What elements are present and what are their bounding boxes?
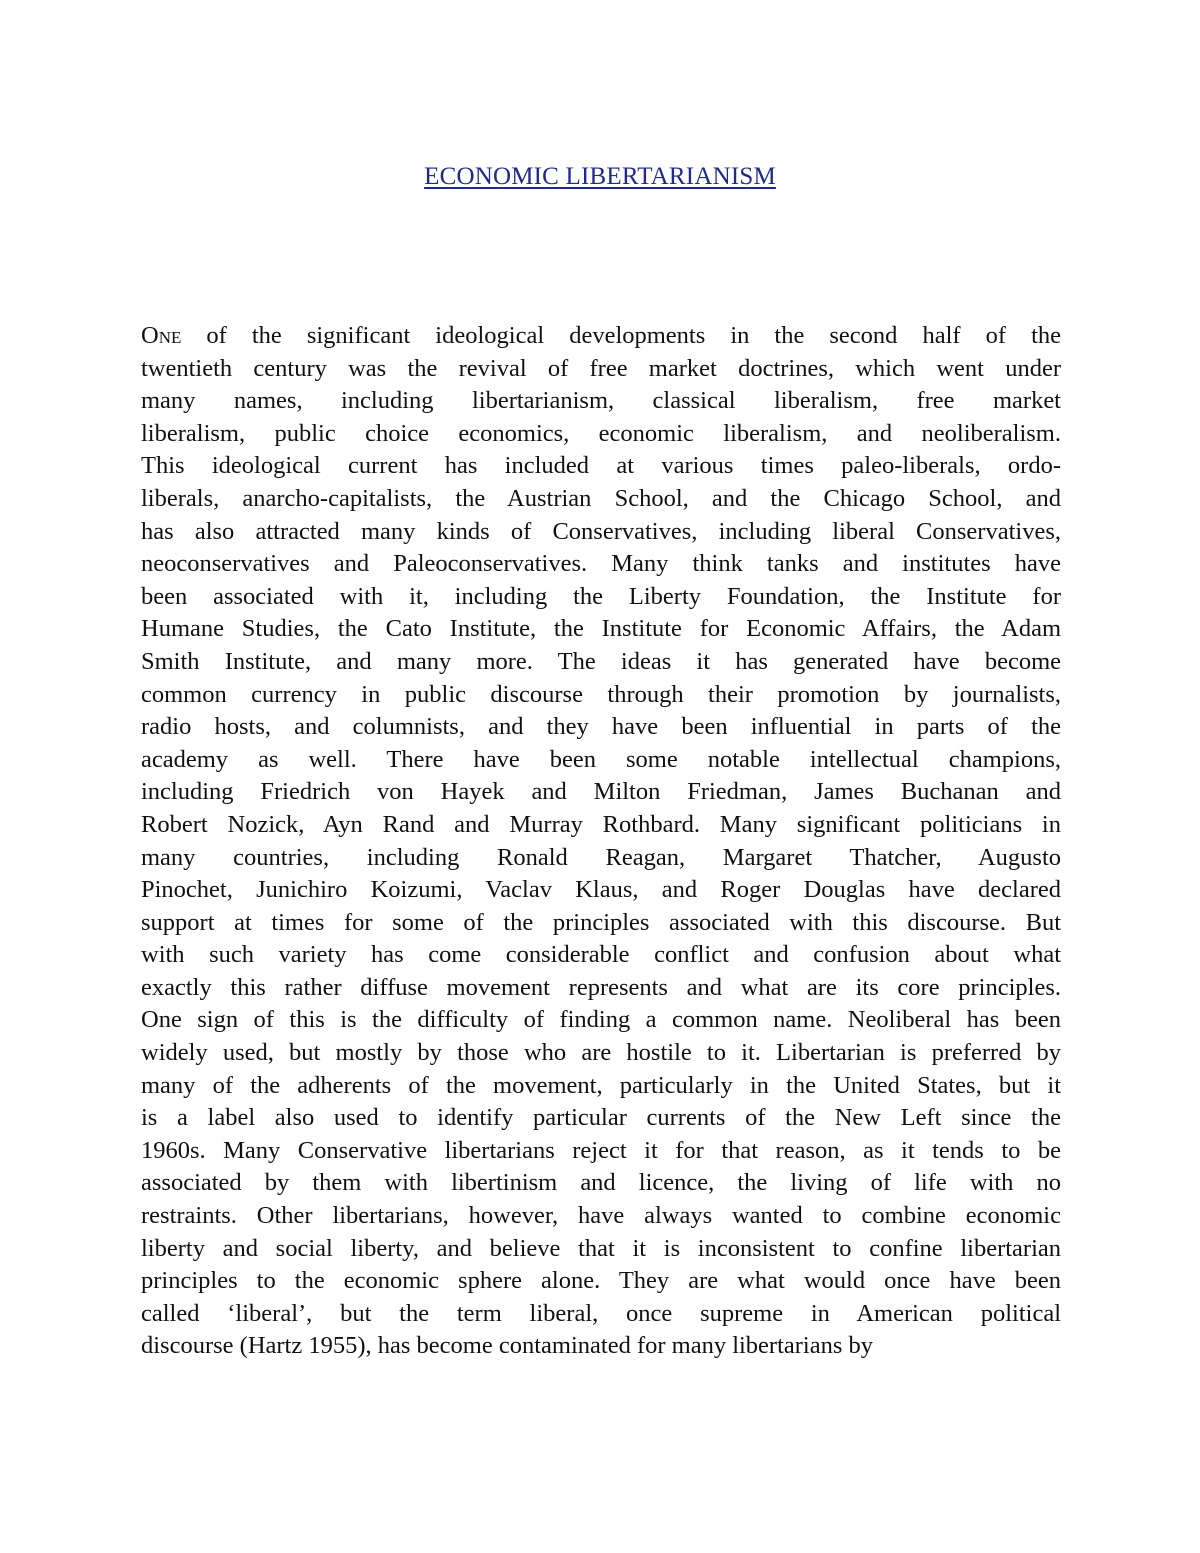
text-line: many names, including libertarianism, classical liberalism, free market <box>141 387 1061 415</box>
text-line: been associated with it, including the Liberty Foundation, the Institute for <box>141 582 1061 610</box>
text-line: liberty and social liberty, and believe that it is inconsistent to confine libertarian <box>141 1234 1061 1262</box>
text-line: exactly this rather diffuse movement represents and what are its core principles. <box>141 973 1061 1001</box>
text-line-content: of the significant ideological developments in the second half of the <box>181 322 1061 349</box>
body-paragraph <box>141 320 1061 1363</box>
text-line: liberals, anarcho-capitalists, the Austrian School, and the Chicago School, and <box>141 484 1061 512</box>
text-line: has also attracted many kinds of Conservatives, including liberal Conservatives, <box>141 517 1061 545</box>
text-line: discourse (Hartz 1955), has become contaminated for many libertarians by <box>141 1332 874 1360</box>
text-line <box>141 320 1061 353</box>
text-line: radio hosts, and columnists, and they have been influential in parts of the <box>141 713 1061 741</box>
text-line: principles to the economic sphere alone. They are what would once have been <box>141 1267 1061 1295</box>
text-line: One sign of this is the difficulty of finding a common name. Neoliberal has been <box>141 1006 1061 1034</box>
text-line: with such variety has come considerable conflict and confusion about what <box>141 941 1061 969</box>
text-line: many of the adherents of the movement, particularly in the United States, but it <box>141 1071 1061 1099</box>
text-line: associated by them with libertinism and licence, the living of life with no <box>141 1169 1061 1197</box>
text-line: many countries, including Ronald Reagan, Margaret Thatcher, Augusto <box>141 843 1061 871</box>
text-line: liberalism, public choice economics, economic liberalism, and neoliberalism. <box>141 419 1061 447</box>
document-title: ECONOMIC LIBERTARIANISM <box>424 163 776 190</box>
text-line: support at times for some of the principles associated with this discourse. But <box>141 908 1061 936</box>
text-line: called ‘liberal’, but the term liberal, once supreme in American political <box>141 1299 1061 1327</box>
text-line: common currency in public discourse through their promotion by journalists, <box>141 680 1061 708</box>
text-line: 1960s. Many Conservative libertarians reject it for that reason, as it tends to be <box>141 1136 1061 1164</box>
text-line: neoconservatives and Paleoconservatives. Many think tanks and institutes have <box>141 550 1061 578</box>
text-line: This ideological current has included at various times paleo-liberals, ordo- <box>141 452 1061 480</box>
text-line: academy as well. There have been some notable intellectual champions, <box>141 745 1061 773</box>
text-line: Robert Nozick, Ayn Rand and Murray Rothbard. Many significant politicians in <box>141 810 1061 838</box>
text-line: restraints. Other libertarians, however, have always wanted to combine economic <box>141 1202 1061 1230</box>
text-line: is a label also used to identify particular currents of the New Left since the <box>141 1104 1061 1132</box>
text-line: Smith Institute, and many more. The ideas it has generated have become <box>141 647 1061 675</box>
text-line: twentieth century was the revival of free market doctrines, which went under <box>141 354 1061 382</box>
text-line: Pinochet, Junichiro Koizumi, Vaclav Klaus, and Roger Douglas have declared <box>141 876 1061 904</box>
text-line: widely used, but mostly by those who are hostile to it. Libertarian is preferred by <box>141 1039 1061 1067</box>
lead-word: One <box>141 322 182 349</box>
text-line: Humane Studies, the Cato Institute, the Institute for Economic Affairs, the Adam <box>141 615 1061 643</box>
text-line: including Friedrich von Hayek and Milton Friedman, James Buchanan and <box>141 778 1061 806</box>
